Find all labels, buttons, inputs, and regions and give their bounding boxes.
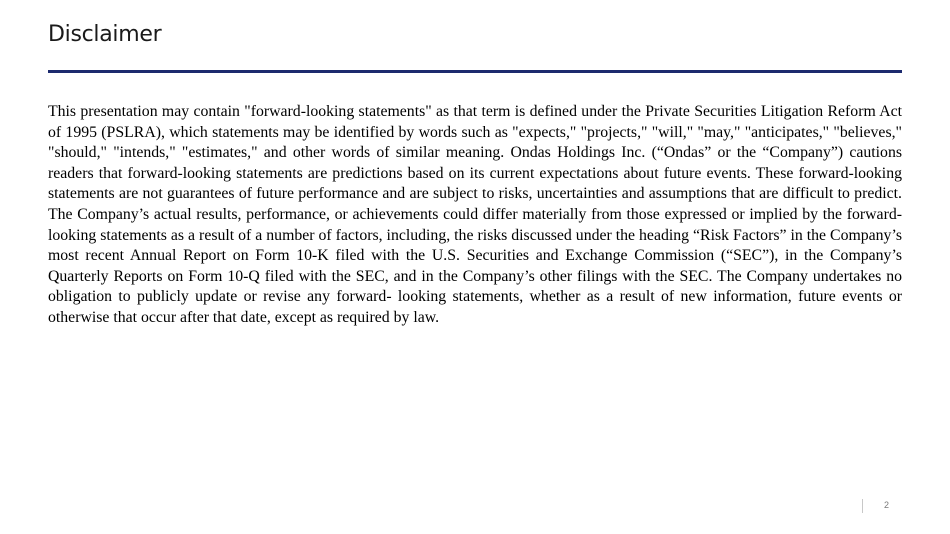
footer-divider xyxy=(862,499,863,513)
page-number: 2 xyxy=(884,500,890,510)
disclaimer-body: This presentation may contain "forward-looking statements" as that term is defined under the Private Securities Litigation Reform Act of 1995 (PSLRA), which statements may be identified by words such as "expects," "projects," "will," "may," "anticipates," "believes," "should," "intends," "estimates," and other words of similar meaning. Ondas Holdings Inc. (“Ondas” or the “Company”) cautions readers that forward-looking statements are predictions based on its current expectations about future events. These forward-looking statements are not guarantees of future performance and are subject to risks, uncertainties and assumptions that are difficult to predict. The Company’s actual results, performance, or achievements could differ materially from those expressed or implied by the forward-looking statements as a result of a number of factors, including, the risks discussed under the heading “Risk Factors” in the Company’s most recent Annual Report on Form 10-K filed with the U.S. Securities and Exchange Commission (“SEC”), in the Company’s Quarterly Reports on Form 10-Q filed with the SEC, and in the Company’s other filings with the SEC. The Company undertakes no obligation to publicly update or revise any forward- looking statements, whether as a result of new information, future events or otherwise that occur after that date, except as required by law. xyxy=(48,103,902,326)
slide-title: Disclaimer xyxy=(48,22,162,47)
title-underline xyxy=(48,70,902,73)
